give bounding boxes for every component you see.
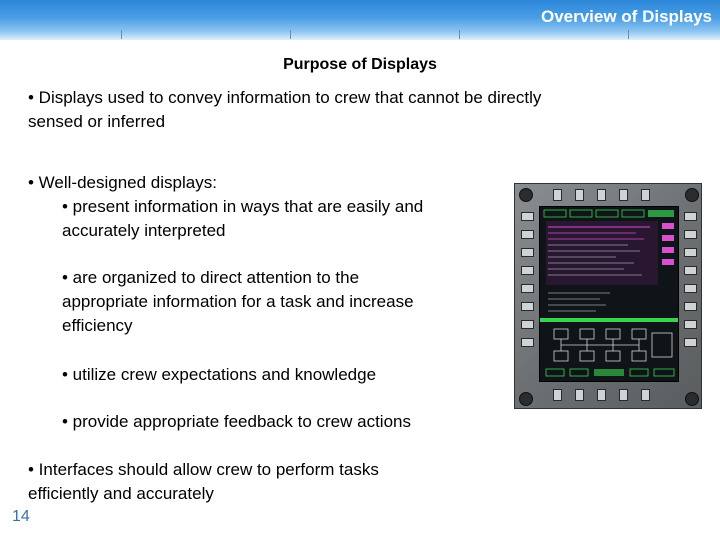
mfd-bezel-button [684,248,697,257]
header-divider [121,30,122,39]
mfd-knob [685,188,699,202]
mfd-knob [519,392,533,406]
mfd-bezel-button [521,320,534,329]
mfd-bezel-button [521,302,534,311]
mfd-bezel-button [684,266,697,275]
mfd-bezel-button [521,284,534,293]
mfd-bezel-button [641,189,650,201]
mfd-bezel-button [521,266,534,275]
sub-bullet-2-line-2: appropriate information for a task and increase [62,292,414,311]
slide-title: Purpose of Displays [283,56,437,73]
bullet-3-line-1: • Interfaces should allow crew to perform tasks [28,460,379,479]
mfd-bezel-button [684,338,697,347]
bullet-2-heading: • Well-designed displays: [28,173,217,192]
page-number: 14 [12,508,30,525]
sub-bullet-1-line-1: • present information in ways that are easily and [62,197,424,216]
mfd-bezel-button [597,389,606,401]
mfd-bezel-button [619,389,628,401]
mfd-bezel-button [641,389,650,401]
bullet-3-line-2: efficiently and accurately [28,484,214,503]
mfd-bezel-button [684,302,697,311]
mfd-bezel-button [684,320,697,329]
mfd-bezel-button [521,248,534,257]
mfd-bezel-button [553,189,562,201]
mfd-bezel-button [521,338,534,347]
mfd-knob [685,392,699,406]
header-title: Overview of Displays [540,7,712,26]
mfd-knob [519,188,533,202]
bullet-1-line-1: • Displays used to convey information to crew that cannot be directly [28,88,542,107]
sub-bullet-4: • provide appropriate feedback to crew actions [62,412,411,431]
mfd-bezel-button [684,230,697,239]
mfd-bezel-button [521,212,534,221]
mfd-bezel-button [575,389,584,401]
mfd-bezel-button [684,212,697,221]
header-divider [290,30,291,39]
header-divider [459,30,460,39]
cockpit-mfd-image [514,183,702,409]
bullet-1-line-2: sensed or inferred [28,112,166,131]
mfd-bezel-button [575,189,584,201]
mfd-bezel-button [521,230,534,239]
mfd-bezel-button [553,389,562,401]
mfd-bezel-button [684,284,697,293]
sub-bullet-3: • utilize crew expectations and knowledge [62,365,377,384]
sub-bullet-2-line-1: • are organized to direct attention to the [62,268,360,287]
mfd-screen-graphic [540,207,679,382]
header-divider [628,30,629,39]
sub-bullet-1-line-2: accurately interpreted [62,221,226,240]
mfd-bezel-button [619,189,628,201]
mfd-screen [539,206,679,382]
sub-bullet-2-line-3: efficiency [62,316,133,335]
mfd-bezel-button [597,189,606,201]
